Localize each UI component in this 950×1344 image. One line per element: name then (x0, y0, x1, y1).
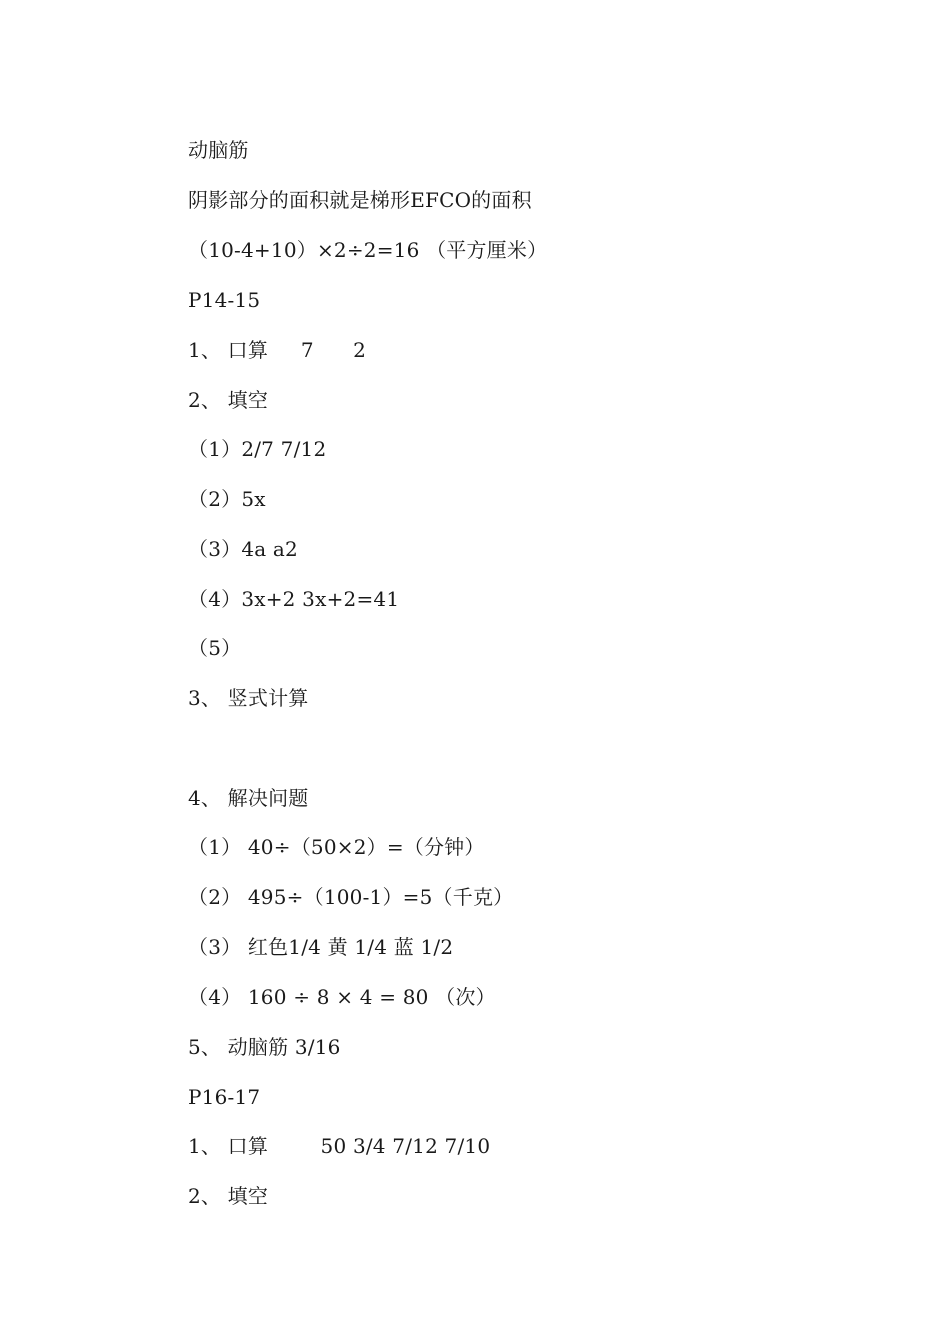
answer-line: （1） 40÷（50×2）=（分钟） (188, 835, 485, 859)
page-reference: P16-17 (188, 1085, 261, 1109)
page-reference: P14-15 (188, 288, 261, 312)
answer-line: （2） 495÷（100-1）=5（千克） (188, 885, 514, 909)
question-line: 5、 动脑筋 3/16 (188, 1035, 341, 1059)
section-heading: 动脑筋 (188, 138, 249, 162)
equation-line: （10-4+10）×2÷2=16 （平方厘米） (188, 238, 548, 262)
question-line: 1、 口算 7 2 (188, 338, 367, 362)
answer-line: （4） 160 ÷ 8 × 4 = 80 （次） (188, 985, 496, 1009)
question-line: 4、 解决问题 (188, 786, 309, 810)
text-line: 阴影部分的面积就是梯形EFCO的面积 (188, 188, 532, 212)
answer-line: （3）4a a2 (188, 537, 298, 561)
answer-line: （5） (188, 636, 242, 660)
question-line: 2、 填空 (188, 1184, 269, 1208)
answer-line: （2）5x (188, 487, 266, 511)
question-line: 3、 竖式计算 (188, 686, 309, 710)
question-line: 2、 填空 (188, 388, 269, 412)
question-line: 1、 口算 50 3/4 7/12 7/10 (188, 1134, 491, 1158)
answer-line: （3） 红色1/4 黄 1/4 蓝 1/2 (188, 935, 454, 959)
answer-line: （1）2/7 7/12 (188, 437, 327, 461)
answer-line: （4）3x+2 3x+2=41 (188, 587, 400, 611)
